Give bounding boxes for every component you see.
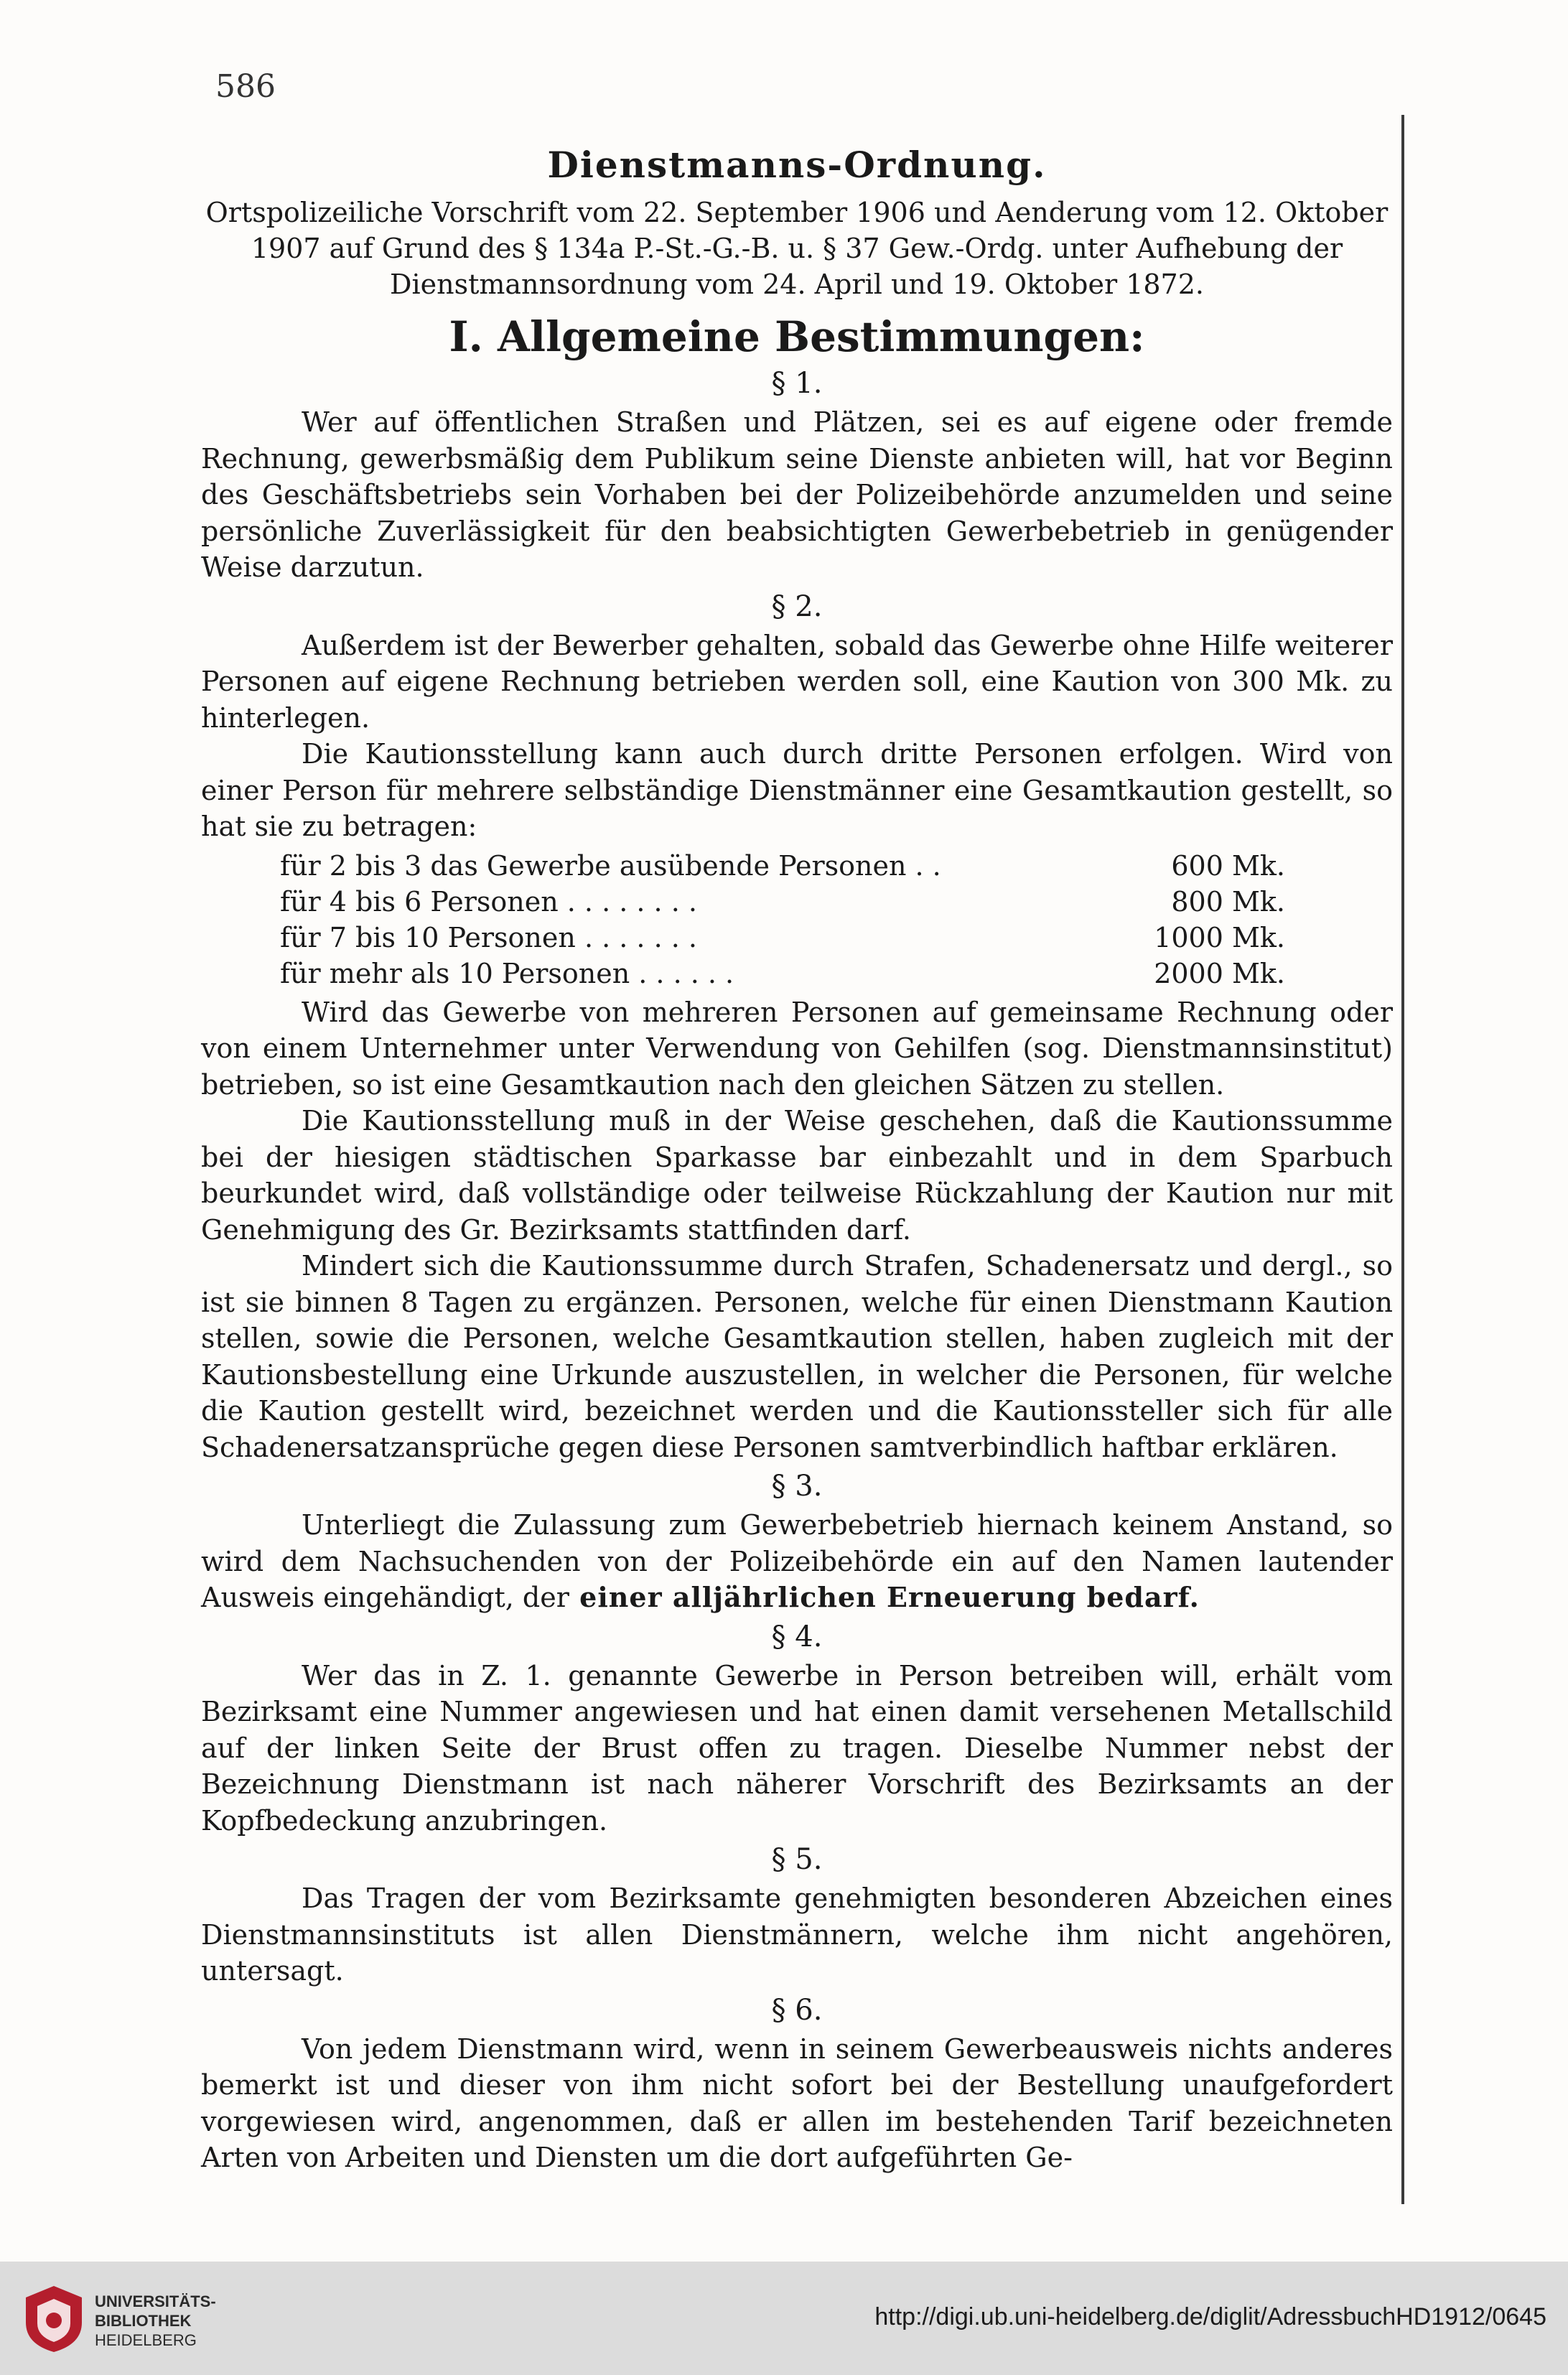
fee-label: für 2 bis 3 das Gewerbe ausübende Personen . . <box>280 849 941 882</box>
paragraph-text: Wird das Gewerbe von mehreren Personen auf gemeinsame Rechnung oder von einem Unternehmer unter Verwendung von Gehilfen (sog. Dienstmannsinstitut) betrieben, so ist eine Gesamtkaution nach den gleichen Sätzen zu stellen. <box>201 996 1393 1101</box>
fee-amount: 600 Mk. <box>1171 849 1285 882</box>
paragraph-text: Außerdem ist der Bewerber gehalten, sobald das Gewerbe ohne Hilfe weiterer Personen auf eigene Rechnung betrieben werden soll, eine Kaution von 300 Mk. zu hinterlegen. <box>201 629 1393 734</box>
paragraph-mark-3: § 3. <box>771 1470 823 1503</box>
section-heading: I. Allgemeine Bestimmungen: <box>449 312 1145 361</box>
paragraph-text: Mindert sich die Kautionssumme durch Strafen, Schadenersatz und dergl., so ist sie binnen 8 Tagen zu ergänzen. Personen, welche für einen Dienstmann Kaution stellen, sowie die Personen, welche Gesamtkaution stellen, haben zugleich mit der Kautionsbestellung eine Urkunde auszustellen, in welcher die Personen, für welche die Kaution gestellt wird, bezeichnet werden und die Kautionssteller sich für alle Schadenersatzansprüche gegen diese Personen samtverbindlich haftbar erklären. <box>201 1250 1393 1463</box>
paragraph-text: Wer auf öffentlichen Straßen und Plätzen, sei es auf eigene oder fremde Rechnung, gewerbsmäßig dem Publikum seine Dienste anbieten will, hat vor Beginn des Geschäftsbetriebs sein Vorhaben bei der Polizeibehörde anzumelden und seine persönliche Zuverlässigkeit für den beabsichtigten Gewerbebetrieb in genügender Weise darzutun. <box>201 406 1393 583</box>
logo-line: UNIVERSITÄTS- <box>95 2292 216 2310</box>
fee-label: für 4 bis 6 Personen . . . . . . . . <box>280 885 697 918</box>
source-url-link[interactable]: http://digi.ub.uni-heidelberg.de/diglit/AdressbuchHD1912/0645 <box>874 2303 1546 2330</box>
paragraph-text: Die Kautionsstellung muß in der Weise geschehen, daß die Kautionssumme bei der hiesigen städtischen Sparkasse bar einbezahlt und in dem Sparbuch beurkundet wird, daß vollständige oder teilweise Rückzahlung der Kaution nur mit Genehmigung des Gr. Bezirksamts stattfinden darf. <box>201 1105 1393 1246</box>
paragraph-text: Das Tragen der vom Bezirksamte genehmigten besonderen Abzeichen eines Dienstmannsinstituts ist allen Dienstmännern, welche ihm nicht angehören, untersagt. <box>201 1882 1393 1987</box>
paragraph-mark-5: § 5. <box>771 1843 823 1876</box>
emphasized-text: einer alljährlichen Erneuerung bedarf. <box>569 1581 1200 1613</box>
paragraph-mark-4: § 4. <box>771 1620 823 1653</box>
document-subtitle: Ortspolizeiliche Vorschrift vom 22. September 1906 und Aenderung vom 12. Oktober 1907 auf Grund des § 134a P.-St.-G.-B. u. § 37 Gew.-Ordg. unter Aufhebung der Dienstmannsordnung vom 24. April und 19. Oktober 1872. <box>205 197 1389 300</box>
paragraph-text: Von jedem Dienstmann wird, wenn in seinem Gewerbeausweis nichts anderes bemerkt ist und dieser von ihm nicht sofort bei der Bestellung unaufgefordert vorgewiesen wird, angenommen, daß er allen im bestehenden Tarif bezeichneten Arten von Arbeiten und Diensten um die dort aufgeführten Ge- <box>201 2033 1393 2173</box>
paragraph-mark-6: § 6. <box>771 1993 823 2027</box>
paragraph-text: Wer das in Z. 1. genannte Gewerbe in Person betreiben will, erhält vom Bezirksamt eine Nummer angewiesen und hat einen damit versehenen Metallschild auf der linken Seite der Brust offen zu tragen. Dieselbe Nummer nebst der Bezeichnung Dienstmann ist nach näherer Vorschrift des Bezirksamts an der Kopfbedeckung anzubringen. <box>201 1659 1393 1837</box>
fee-label: für mehr als 10 Personen . . . . . . <box>280 957 734 989</box>
document-title: Dienstmanns-Ordnung. <box>547 144 1047 186</box>
fee-label: für 7 bis 10 Personen . . . . . . . <box>280 921 697 953</box>
fee-amount: 800 Mk. <box>1171 885 1285 918</box>
paragraph-text-run: Unterliegt die Zulassung zum Gewerbebetrieb hiernach keinem Anstand, so wird dem Nachsuchenden von der Polizeibehörde ein auf den Namen lautender Ausweis eingehändigt, der <box>201 1509 1393 1613</box>
fee-amount: 2000 Mk. <box>1154 957 1285 989</box>
fee-amount: 1000 Mk. <box>1154 921 1285 953</box>
fee-row <box>280 920 1285 956</box>
document-body <box>201 144 1393 2176</box>
paragraph-mark-1: § 1. <box>771 367 823 400</box>
fee-table <box>280 848 1285 991</box>
fee-row <box>280 848 1285 884</box>
library-logo-text <box>95 2292 216 2350</box>
fee-row <box>280 884 1285 920</box>
paragraph-text <box>201 1507 1393 1616</box>
fee-row <box>280 956 1285 991</box>
logo-line: HEIDELBERG <box>95 2331 197 2349</box>
page-edge-line <box>1401 115 1404 2204</box>
university-seal-icon <box>22 2283 86 2355</box>
paragraph-mark-2: § 2. <box>771 589 823 623</box>
logo-line: BIBLIOTHEK <box>95 2312 192 2330</box>
footer-bar <box>0 2262 1568 2375</box>
paragraph-text: Die Kautionsstellung kann auch durch dritte Personen erfolgen. Wird von einer Person für mehrere selbständige Dienstmänner eine Gesamtkaution gestellt, so hat sie zu betragen: <box>201 738 1393 842</box>
page-number: 586 <box>215 68 276 105</box>
